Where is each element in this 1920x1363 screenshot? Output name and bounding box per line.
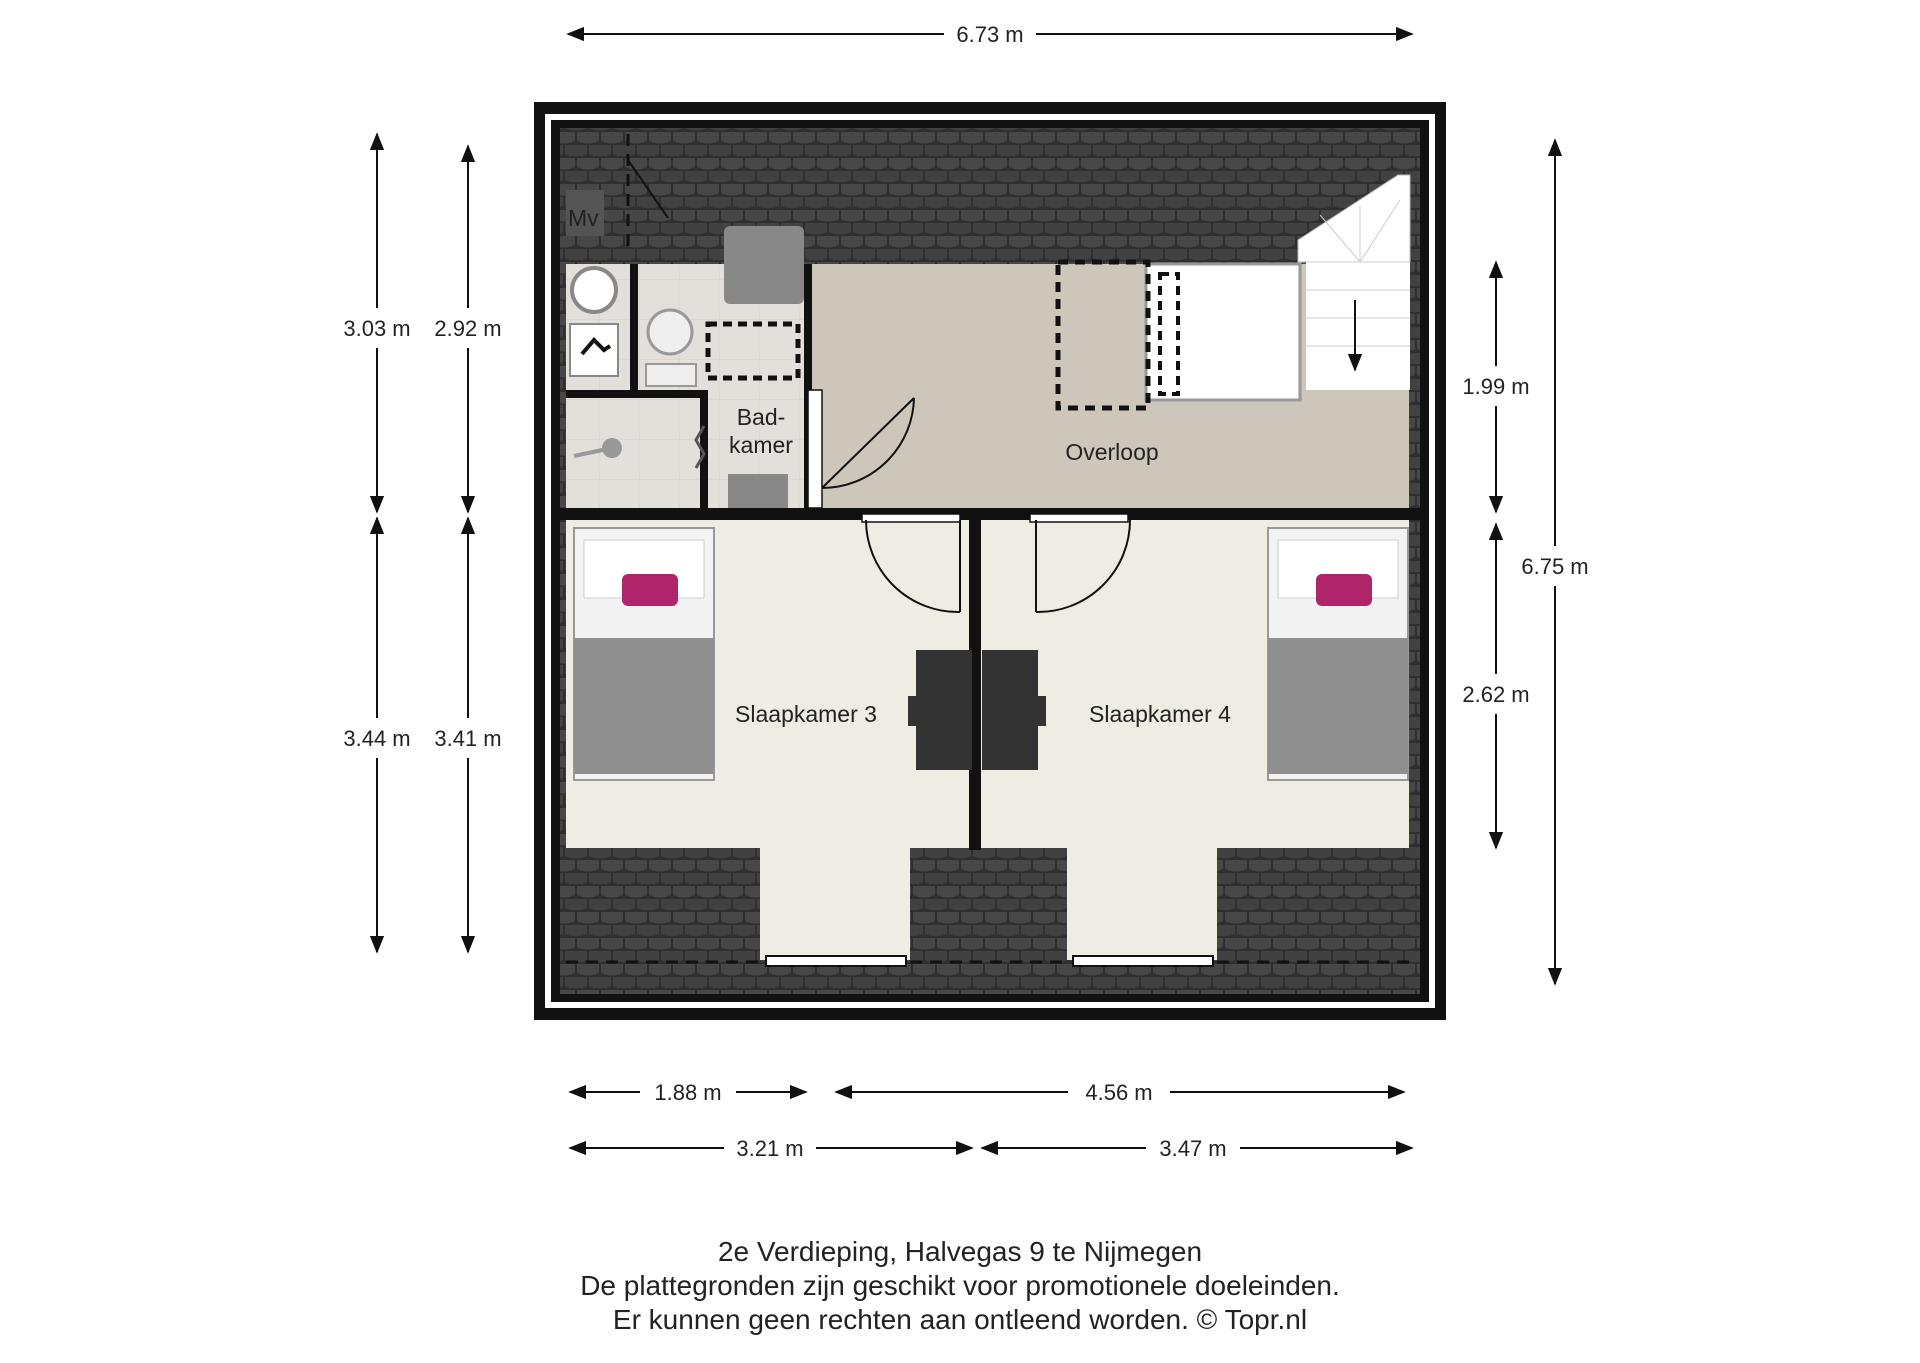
dim-bottom-row2 — [570, 1136, 1412, 1161]
dim-right-parts — [1462, 262, 1529, 848]
dim-right-total — [1521, 140, 1588, 984]
label-mv: Mv — [568, 205, 599, 231]
wall-horizontal — [560, 508, 1420, 520]
dim-left-outer-bottom: 3.44 m — [343, 726, 411, 751]
dim-bottom-row1-left: 1.88 m — [654, 1080, 722, 1105]
pillow — [622, 574, 678, 606]
caption-title: 2e Verdieping, Halvegas 9 te Nijmegen — [717, 1236, 1203, 1267]
dim-left-outer — [343, 134, 410, 952]
window-bedroom3 — [766, 956, 906, 966]
blanket — [574, 638, 714, 774]
dryer-icon — [570, 324, 618, 376]
dim-bottom-row2-left: 3.21 m — [736, 1136, 804, 1161]
washing-machine-icon — [572, 268, 616, 312]
dim-right-upper: 1.99 m — [1462, 374, 1530, 399]
label-slaapkamer3: Slaapkamer 3 — [735, 701, 877, 727]
dim-bottom-row2-right: 3.47 m — [1159, 1136, 1227, 1161]
pillow — [1316, 574, 1372, 606]
dim-right-lower: 2.62 m — [1462, 682, 1530, 707]
dim-bottom-row1 — [570, 1080, 1404, 1105]
label-badkamer-2: kamer — [729, 432, 793, 458]
dim-left-outer-top: 3.03 m — [343, 316, 411, 341]
window-bedroom4 — [1073, 956, 1213, 966]
dim-left-inner — [434, 146, 501, 952]
roof-hatch — [1146, 264, 1300, 400]
dim-bottom-row1-right: 4.56 m — [1085, 1080, 1153, 1105]
desk-bedroom3 — [916, 650, 972, 770]
label-badkamer-1: Bad- — [736, 404, 786, 430]
label-overloop: Overloop — [1065, 439, 1159, 465]
toilet-icon — [648, 310, 692, 354]
caption-disclaimer-1: De plattegronden zijn geschikt voor promotionele doeleinden. — [580, 1270, 1340, 1301]
dim-right-total-label: 6.75 m — [1521, 554, 1589, 579]
bed-bedroom4 — [1268, 528, 1408, 780]
dim-top-width: 6.73 m — [956, 22, 1024, 47]
caption — [0, 1235, 1920, 1337]
blanket — [1268, 638, 1408, 774]
dim-left-inner-bottom: 3.41 m — [434, 726, 502, 751]
desk-bedroom4 — [982, 650, 1038, 770]
bed-bedroom3 — [574, 528, 714, 780]
label-slaapkamer4: Slaapkamer 4 — [1089, 701, 1231, 727]
caption-disclaimer-2: Er kunnen geen rechten aan ontleend worden. © Topr.nl — [612, 1304, 1308, 1335]
sink-icon — [728, 474, 788, 508]
dim-left-inner-top: 2.92 m — [434, 316, 502, 341]
dim-top — [568, 22, 1412, 47]
